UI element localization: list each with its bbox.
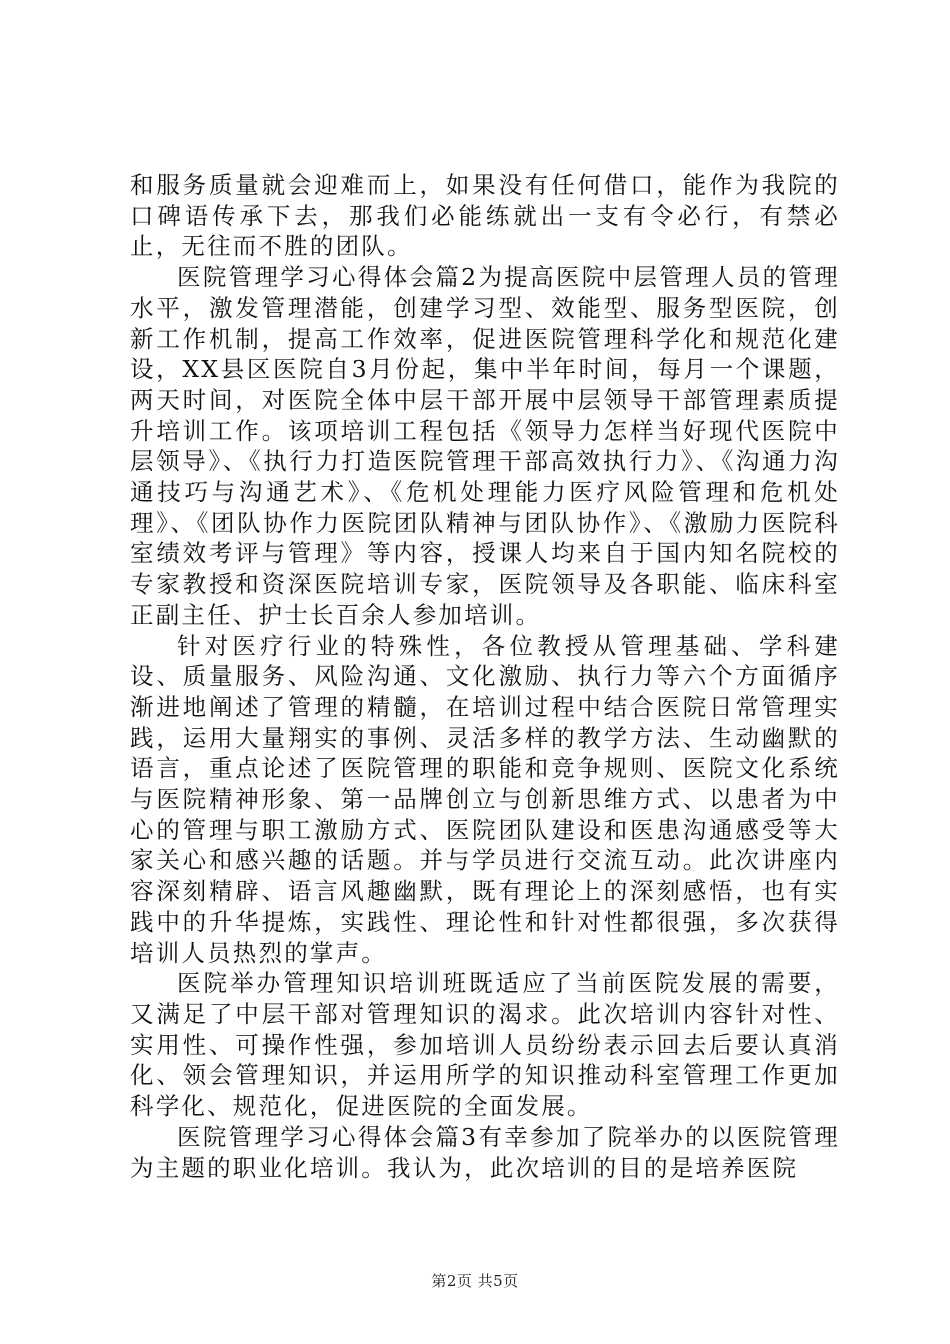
paragraph-article-3-intro: 医院管理学习心得体会篇3有幸参加了院举办的以医院管理为主题的职业化培训。我认为，此次培训的目的是培养医院: [130, 1122, 840, 1182]
paragraph-article-2-intro: 医院管理学习心得体会篇2为提高医院中层管理人员的管理水平，激发管理潜能，创建学习型、效能型、服务型医院，创新工作机制，提高工作效率，促进医院管理科学化和规范化建设，XX县区医院自3月份起，集中半年时间，每月一个课题，两天时间，对医院全体中层干部开展中层领导干部管理素质提升培训工作。该项培训工程包括《领导力怎样当好现代医院中层领导》、《执行力打造医院管理干部高效执行力》、《沟通力沟通技巧与沟通艺术》、《危机处理能力医疗风险管理和危机处理》、《团队协作力医院团队精神与团队协作》、《激励力医院科室绩效考评与管理》等内容，授课人均来自于国内知名院校的专家教授和资深医院培训专家，医院领导及各职能、临床科室正副主任、护士长百余人参加培训。: [130, 263, 840, 629]
page-number-footer: 第2页 共5页: [431, 1272, 519, 1290]
document-body: [130, 170, 840, 1183]
paragraph-training-summary: 医院举办管理知识培训班既适应了当前医院发展的需要，又满足了中层干部对管理知识的渴求。此次培训内容针对性、实用性、可操作性强，参加培训人员纷纷表示回去后要认真消化、领会管理知识，并运用所学的知识推动科室管理工作更加科学化、规范化，促进医院的全面发展。: [130, 969, 840, 1121]
paragraph-training-content: 针对医疗行业的特殊性，各位教授从管理基础、学科建设、质量服务、风险沟通、文化激励、执行力等六个方面循序渐进地阐述了管理的精髓，在培训过程中结合医院日常管理实践，运用大量翔实的事例、灵活多样的教学方法、生动幽默的语言，重点论述了医院管理的职能和竞争规则、医院文化系统与医院精神形象、第一品牌创立与创新思维方式、以患者为中心的管理与职工激励方式、医院团队建设和医患沟通感受等大家关心和感兴趣的话题。并与学员进行交流互动。此次讲座内容深刻精辟、语言风趣幽默，既有理论上的深刻感悟，也有实践中的升华提炼，实践性、理论性和针对性都很强，多次获得培训人员热烈的掌声。: [130, 631, 840, 967]
paragraph-continuation: 和服务质量就会迎难而上，如果没有任何借口，能作为我院的口碑语传承下去，那我们必能练就出一支有令必行，有禁必止，无往而不胜的团队。: [130, 171, 840, 261]
